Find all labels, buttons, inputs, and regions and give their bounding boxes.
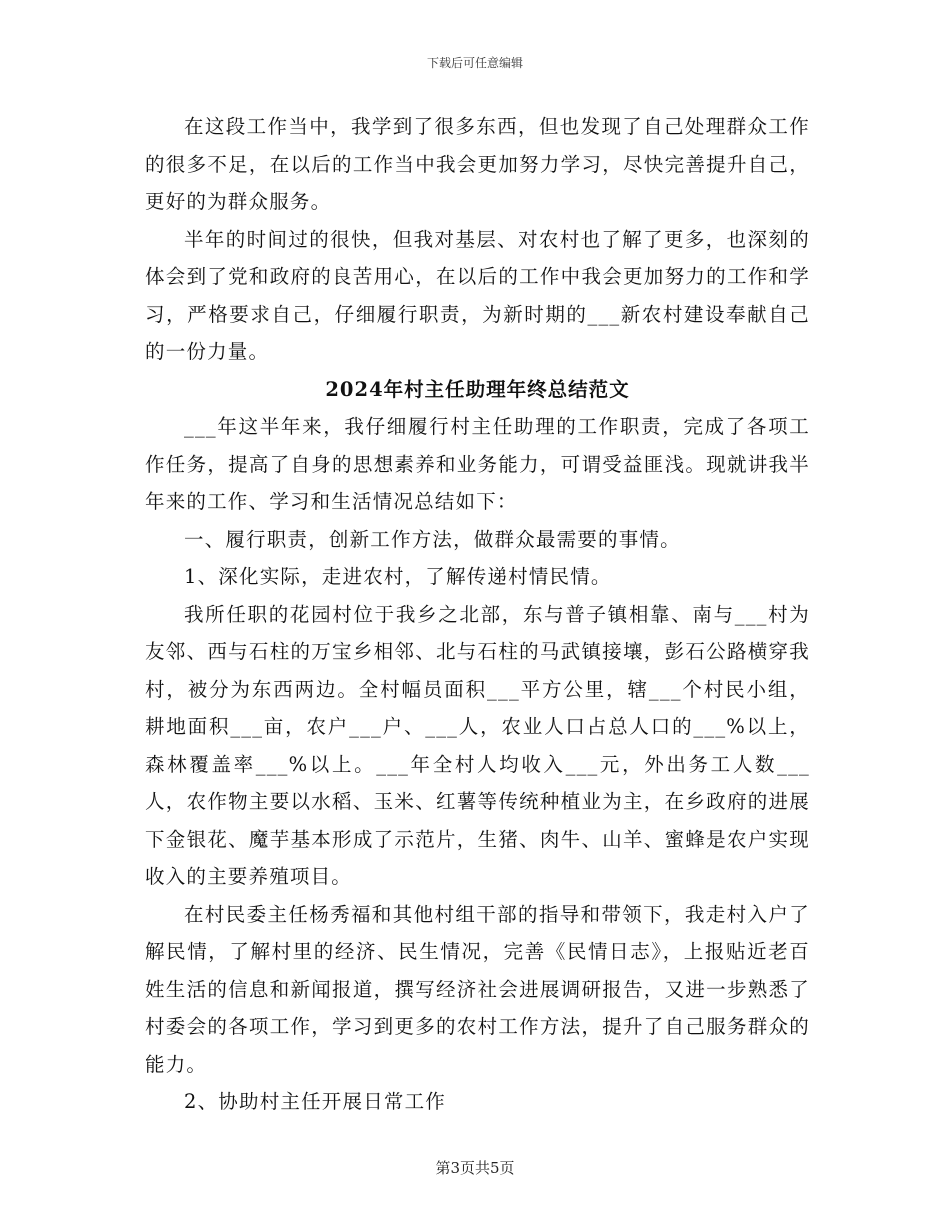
page-number: 第3页共5页 bbox=[435, 1159, 515, 1177]
paragraph-7: 在村民委主任杨秀福和其他村组干部的指导和带领下，我走村入户了解民情，了解村里的经济、民生情况，完善《民情日志》，上报贴近老百姓生活的信息和新闻报道，撰写经济社会进展调研报告，又进一步熟悉了村委会的各项工作，学习到更多的农村工作方法，提升了自己服务群众的能力。 bbox=[145, 902, 810, 1076]
paragraph-5: 1、深化实际，走进农村，了解传递村情民情。 bbox=[184, 565, 612, 588]
document-body bbox=[145, 108, 810, 1121]
paragraph-6: 我所任职的花园村位于我乡之北部，东与普子镇相靠、南与___村为友邻、西与石柱的万宝乡相邻、北与石柱的马武镇接壤，彭石公路横穿我村，被分为东西两边。全村幅员面积___平方公里，辖___个村民小组，耕地面积___亩，农户___户、___人，农业人口占总人口的___%以上，森林覆盖率___%以上。___年全村人均收入___元，外出务工人数___人，农作物主要以水稻、玉米、红薯等传统种植业为主，在乡政府的进展下金银花、魔芋基本形成了示范片，生猪、肉牛、山羊、蜜蜂是农户实现收入的主要养殖项目。 bbox=[145, 602, 810, 888]
paragraph-2: 半年的时间过的很快，但我对基层、对农村也了解了更多，也深刻的体会到了党和政府的良苦用心，在以后的工作中我会更加努力的工作和学习，严格要求自己，仔细履行职责，为新时期的___新农村建设奉献自己的一份力量。 bbox=[145, 227, 810, 363]
section-title: 2024年村主任助理年终总结范文 bbox=[325, 377, 630, 401]
paragraph-4: 一、履行职责，创新工作方法，做群众最需要的事情。 bbox=[184, 527, 681, 551]
paragraph-8: 2、协助村主任开展日常工作 bbox=[184, 1090, 447, 1113]
paragraph-3: ___年这半年来，我仔细履行村主任助理的工作职责，完成了各项工作任务，提高了自身的思想素养和业务能力，可谓受益匪浅。现就讲我半年来的工作、学习和生活情况总结如下： bbox=[145, 415, 810, 513]
paragraph-1: 在这段工作当中，我学到了很多东西，但也发现了自己处理群众工作的很多不足，在以后的工作当中我会更加努力学习，尽快完善提升自己，更好的为群众服务。 bbox=[145, 115, 810, 213]
header-note: 下载后可任意编辑 bbox=[426, 56, 523, 70]
